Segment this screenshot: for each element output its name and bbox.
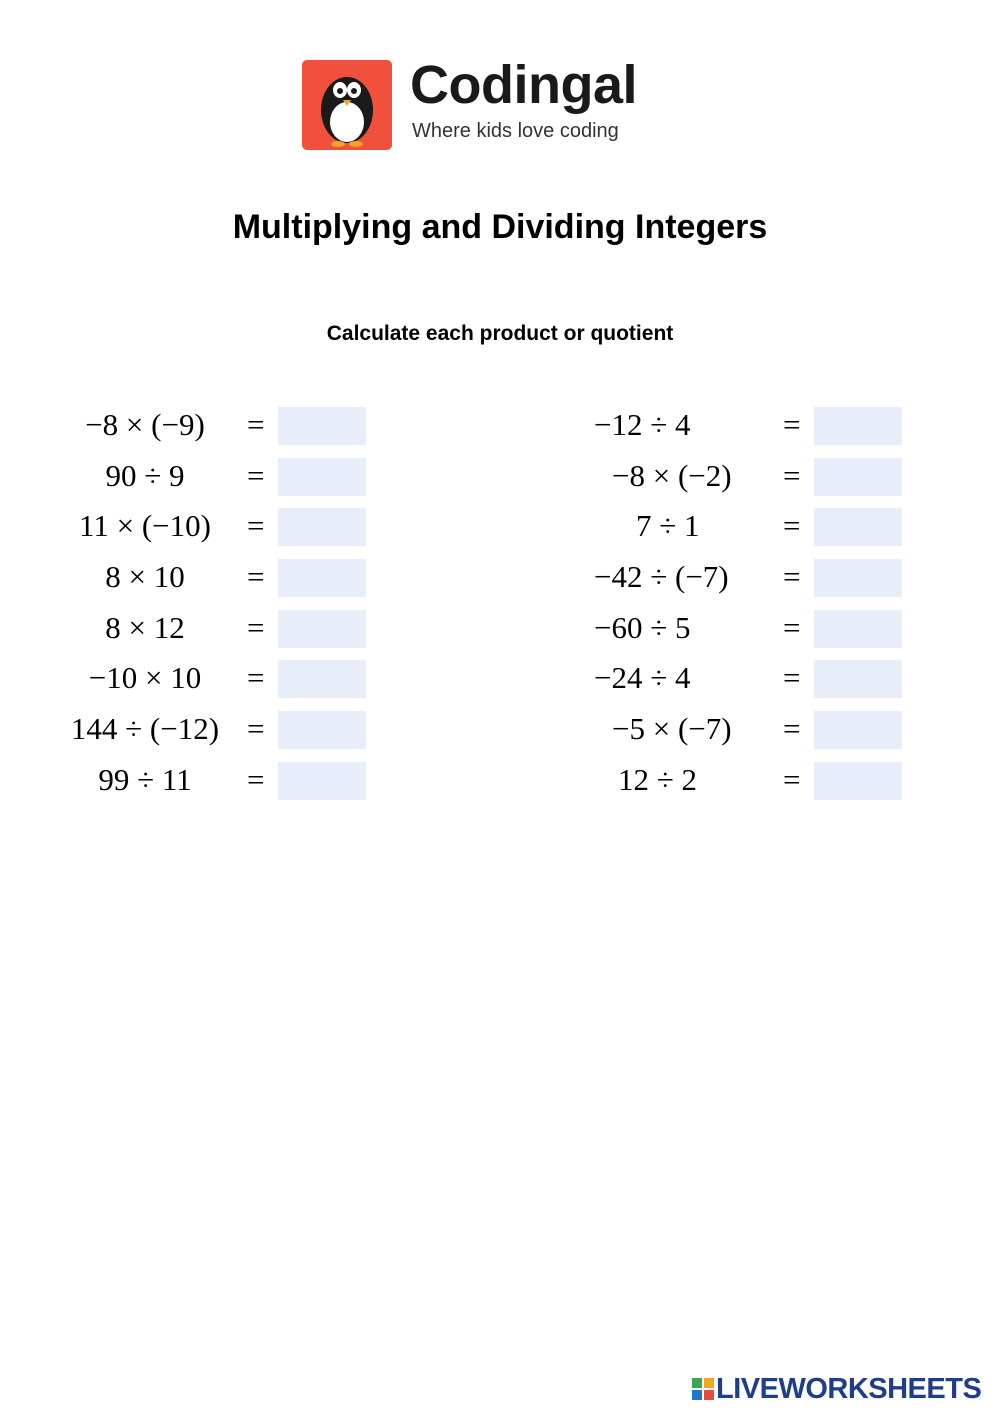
penguin-icon	[302, 60, 392, 150]
equals-sign: =	[247, 508, 265, 544]
answer-input[interactable]	[814, 407, 902, 445]
liveworksheets-icon	[692, 1378, 714, 1400]
answer-input[interactable]	[814, 508, 902, 546]
answer-input[interactable]	[814, 610, 902, 648]
brand-tagline: Where kids love coding	[412, 120, 619, 142]
problem-expression: 99 ÷ 11	[98, 761, 192, 797]
problem-expression: 90 ÷ 9	[105, 457, 185, 493]
problem-expression: −60 ÷ 5	[594, 609, 691, 645]
problem-expression: 144 ÷ (−12)	[70, 711, 220, 747]
answer-input[interactable]	[278, 711, 366, 749]
page-title: Multiplying and Dividing Integers	[232, 208, 768, 246]
equals-sign: =	[783, 761, 801, 797]
equals-sign: =	[247, 660, 265, 696]
equals-sign: =	[247, 711, 265, 747]
problem-expression: −42 ÷ (−7)	[594, 559, 729, 595]
codingal-logo	[302, 55, 642, 152]
equals-sign: =	[783, 508, 801, 544]
answer-input[interactable]	[278, 458, 366, 496]
footer-brand: LIVEWORKSHEETS	[716, 1373, 982, 1405]
answer-input[interactable]	[814, 458, 902, 496]
answer-input[interactable]	[814, 660, 902, 698]
answer-input[interactable]	[814, 762, 902, 800]
problem-expression: 8 × 10	[105, 559, 185, 595]
problem-expression: −10 × 10	[88, 660, 202, 696]
equals-sign: =	[783, 609, 801, 645]
brand-name: Codingal	[410, 55, 637, 115]
answer-input[interactable]	[278, 610, 366, 648]
problem-expression: 8 × 12	[105, 609, 185, 645]
answer-input[interactable]	[278, 407, 366, 445]
answer-input[interactable]	[814, 711, 902, 749]
answer-input[interactable]	[278, 508, 366, 546]
answer-input[interactable]	[278, 762, 366, 800]
problem-expression: −12 ÷ 4	[594, 407, 691, 442]
equals-sign: =	[247, 457, 265, 493]
equals-sign: =	[247, 609, 265, 645]
equals-sign: =	[247, 407, 265, 442]
problem-expression: −24 ÷ 4	[594, 660, 691, 696]
problem-expression: 7 ÷ 1	[636, 508, 700, 544]
problem-expression: −8 × (−9)	[85, 407, 205, 442]
equals-sign: =	[783, 711, 801, 747]
answer-input[interactable]	[278, 660, 366, 698]
equals-sign: =	[783, 407, 801, 442]
equals-sign: =	[247, 559, 265, 595]
answer-input[interactable]	[278, 559, 366, 597]
problem-expression: 12 ÷ 2	[618, 761, 698, 797]
answer-input[interactable]	[814, 559, 902, 597]
equals-sign: =	[783, 559, 801, 595]
liveworksheets-logo	[692, 1375, 992, 1405]
equals-sign: =	[247, 761, 265, 797]
equals-sign: =	[783, 660, 801, 696]
equals-sign: =	[783, 457, 801, 493]
problem-expression: 11 × (−10)	[79, 508, 211, 544]
problem-expression: −8 × (−2)	[612, 457, 732, 493]
instructions: Calculate each product or quotient	[326, 322, 674, 345]
problem-expression: −5 × (−7)	[612, 711, 732, 747]
